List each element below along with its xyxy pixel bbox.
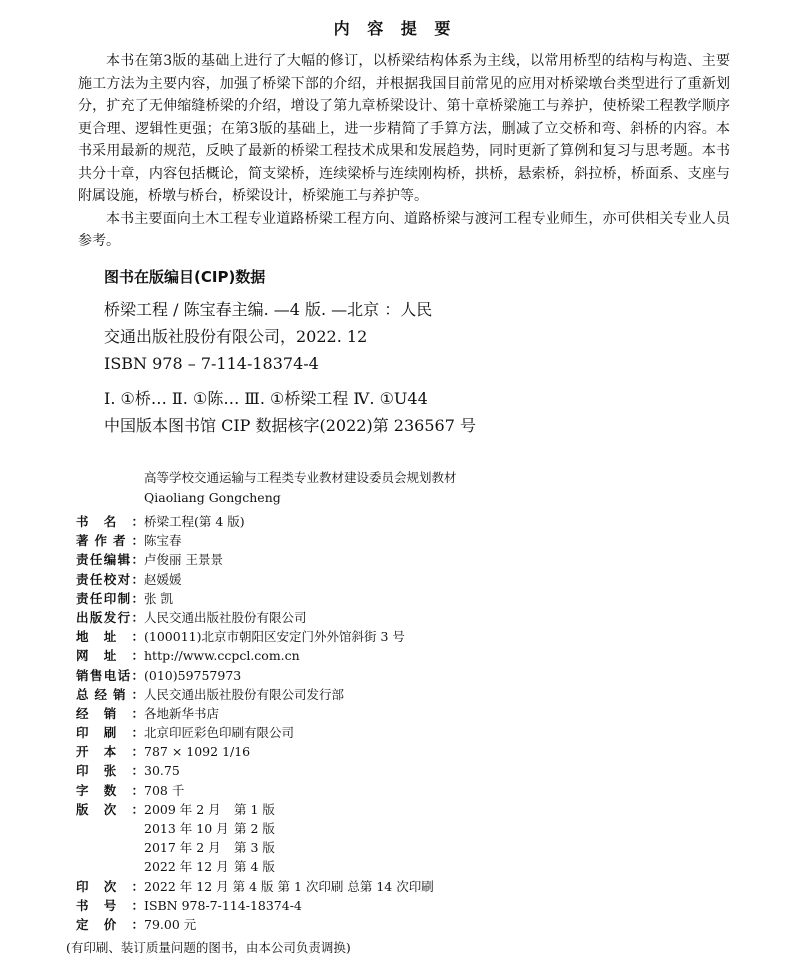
- info-label: 印 刷 ：: [76, 725, 144, 741]
- info-row: [76, 915, 434, 934]
- title-pinyin: Qiaoliang Gongcheng: [144, 490, 281, 505]
- series-name: 高等学校交通运输与工程类专业教材建设委员会规划教材: [144, 470, 457, 485]
- info-row: [76, 761, 434, 780]
- info-row: [76, 896, 434, 915]
- info-value: 708 千: [144, 782, 185, 798]
- info-label: 著 作 者 ：: [76, 533, 144, 549]
- info-row: [76, 627, 434, 646]
- edition-date: 2009 年 2 月: [144, 801, 221, 817]
- info-tail-rows: [76, 877, 434, 935]
- info-label: 字 数 ：: [76, 782, 144, 798]
- info-label: 定 价 ：: [76, 916, 144, 932]
- info-value: (100011)北京市朝阳区安定门外外馆斜街 3 号: [144, 629, 405, 645]
- edition-value: [144, 838, 275, 857]
- info-value: 北京印匠彩色印刷有限公司: [144, 725, 295, 741]
- info-row: [76, 531, 434, 550]
- info-row: [76, 608, 434, 627]
- info-label: [76, 857, 144, 876]
- info-value: 张 凯: [144, 590, 173, 606]
- info-value: 30.75: [144, 763, 180, 779]
- info-row: [76, 781, 434, 800]
- page-title: 内 容 提 要: [333, 19, 457, 38]
- info-row: [76, 512, 434, 531]
- info-value: 人民交通出版社股份有限公司: [144, 609, 307, 625]
- edition-date: 2022 年 12 月: [144, 859, 229, 875]
- info-label: 版 次 ：: [76, 801, 144, 817]
- info-row: [76, 723, 434, 742]
- edition-date: 2017 年 2 月: [144, 840, 221, 856]
- info-label: 印 次 ：: [76, 878, 144, 894]
- info-row: [76, 685, 434, 704]
- info-value: 桥梁工程(第 4 版): [144, 514, 245, 529]
- cip-bibliographic-line: 桥梁工程 / 陈宝春主编. —4 版. —北京 ：人民: [104, 300, 433, 319]
- info-value: (010)59757973: [144, 667, 242, 683]
- info-row: [76, 550, 434, 569]
- info-value: 各地新华书店: [144, 705, 220, 721]
- info-value: 陈宝春: [144, 533, 182, 549]
- info-row: [76, 589, 434, 608]
- info-label: 印 张 ：: [76, 763, 144, 779]
- edition-number: 第 1 版: [234, 801, 275, 817]
- edition-date: 2013 年 10 月: [144, 821, 229, 836]
- edition-row: [76, 800, 434, 819]
- cip-heading: 图书在版编目(CIP)数据: [104, 268, 266, 286]
- info-rows: [76, 512, 434, 800]
- footnote: (有印刷、装订质量问题的图书，由本公司负责调换): [66, 940, 351, 955]
- info-label: 出 版 发 行 ：: [76, 609, 144, 625]
- info-label: 责 任 印 制 ：: [76, 590, 144, 606]
- info-label: 经 销 ：: [76, 705, 144, 721]
- info-value: 卢俊丽 王景景: [144, 552, 223, 568]
- info-row: [76, 704, 434, 723]
- cip-record-number: 中国版本图书馆 CIP 数据核字(2022)第 236567 号: [104, 416, 476, 435]
- info-value: 人民交通出版社股份有限公司发行部: [144, 686, 345, 702]
- info-label: [76, 838, 144, 857]
- edition-row: [76, 838, 434, 857]
- info-label: [76, 819, 144, 838]
- edition-rows: [76, 800, 434, 877]
- info-value: 赵媛媛: [144, 571, 182, 587]
- info-value: 79.00 元: [144, 916, 197, 932]
- cip-isbn: ISBN 978 – 7-114-18374-4: [104, 354, 319, 373]
- info-label: 责 任 校 对 ：: [76, 571, 144, 587]
- info-value: ISBN 978-7-114-18374-4: [144, 897, 302, 913]
- info-label: 书 名 ：: [76, 514, 144, 529]
- edition-value: [144, 819, 275, 838]
- edition-row: [76, 857, 434, 876]
- info-label: 责 任 编 辑 ：: [76, 552, 144, 568]
- info-label: 总 经 销 ：: [76, 686, 144, 702]
- info-label: 地 址 ：: [76, 629, 144, 645]
- series-info: [144, 468, 457, 508]
- info-row: [76, 666, 434, 685]
- edition-row: [76, 819, 434, 838]
- info-label: 书 号 ：: [76, 897, 144, 913]
- info-label: 网 址 ：: [76, 648, 144, 664]
- edition-value: [144, 800, 275, 819]
- info-row: [76, 646, 434, 665]
- info-label: 开 本 ：: [76, 744, 144, 760]
- summary-paragraph: 本书在第3版的基础上进行了大幅的修订，以桥梁结构体系为主线，以常用桥型的结构与构造、主要施工方法为主要内容，加强了桥梁下部的介绍，并根据我国目前常见的应用对桥梁墩台类型进行了重新划分，扩充了无伸缩缝桥梁的介绍，增设了第九章桥梁设计、第十章桥梁施工与养护，使桥梁工程教学顺序更合理、逻辑性更强；在第3版的基础上，进一步精简了手算方法，删减了立交桥和弯、斜桥的内容。本书采用最新的规范，反映了最新的桥梁工程技术成果和发展趋势，同时更新了算例和复习与思考题。本书共分十章，内容包括概论，简支梁桥，连续梁桥与连续刚构桥，拱桥，悬索桥，斜拉桥，桥面系、支座与附属设施，桥墩与桥台，桥梁设计，桥梁施工与养护等。: [78, 53, 730, 204]
- info-row: [76, 570, 434, 589]
- info-row: [76, 742, 434, 761]
- info-label: 销 售 电 话 ：: [76, 667, 144, 683]
- edition-number: 第 3 版: [234, 840, 275, 856]
- edition-number: 第 2 版: [234, 821, 275, 836]
- summary-paragraph: 本书主要面向土木工程专业道路桥梁工程方向、道路桥梁与渡河工程专业师生，亦可供相关专业人员参考。: [78, 210, 730, 249]
- cip-classification: Ⅰ. ①桥… Ⅱ. ①陈… Ⅲ. ①桥梁工程 Ⅳ. ①U44: [104, 389, 428, 408]
- edition-value: [144, 857, 275, 876]
- cip-publisher-line: 交通出版社股份有限公司，2022. 12: [104, 327, 368, 346]
- edition-number: 第 4 版: [234, 859, 275, 875]
- cip-data-block: [104, 296, 704, 439]
- summary-section: [78, 50, 730, 253]
- info-row: [76, 877, 434, 896]
- publication-info: [76, 512, 434, 934]
- info-value: 787 × 1092 1/16: [144, 744, 251, 760]
- info-value: 2022 年 12 月 第 4 版 第 1 次印刷 总第 14 次印刷: [144, 878, 434, 894]
- info-value: http://www.ccpcl.com.cn: [144, 648, 300, 664]
